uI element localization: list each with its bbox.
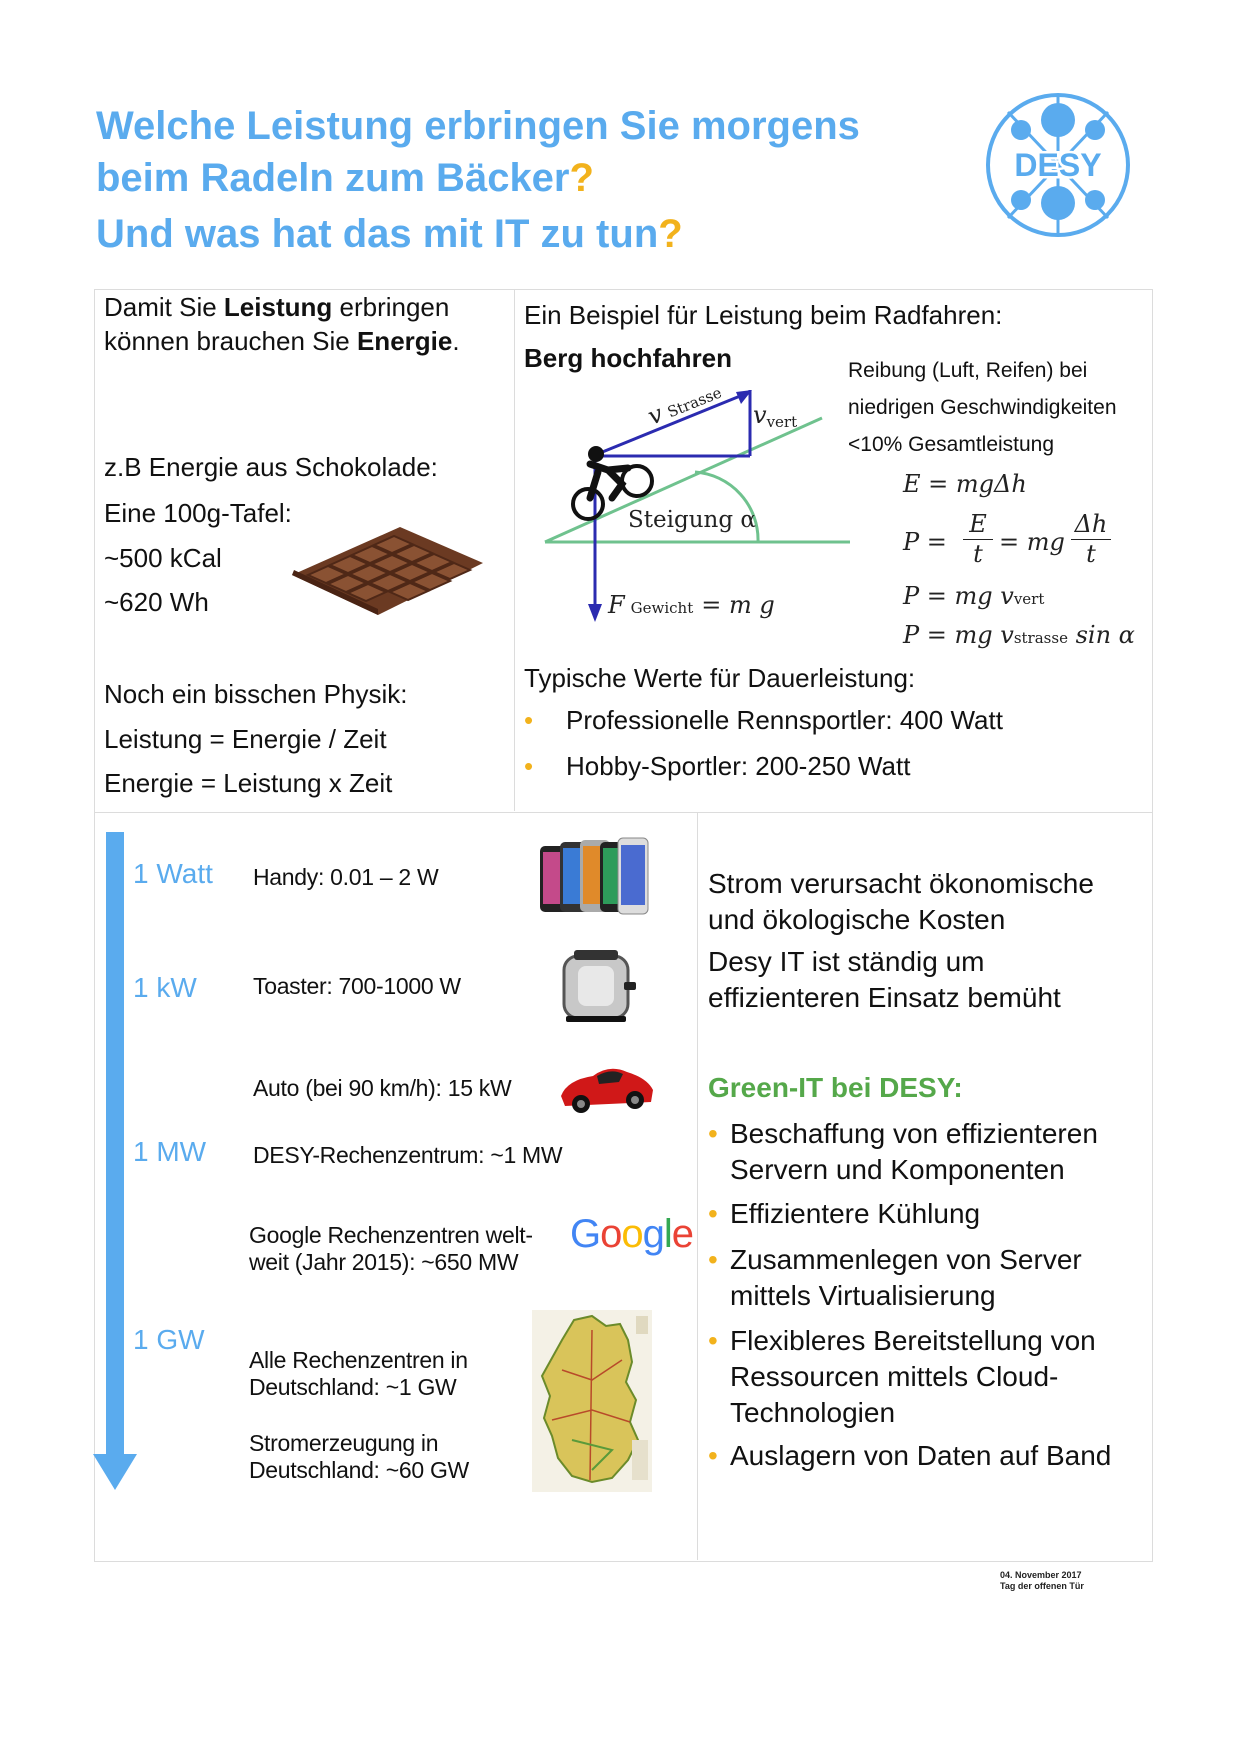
item-desy-rz: DESY-Rechenzentrum: ~1 MW [253,1142,563,1168]
scale-label-gw: 1 GW [133,1324,205,1355]
choc-line-1: Eine 100g-Tafel: [104,498,292,528]
germany-map-image [532,1310,652,1492]
physics-title: Noch ein bisschen Physik: [104,679,408,709]
formula-power-1: P = E t = mg Δh t [903,510,1123,570]
formula-power-strasse: P = mg vstrasse sin α [903,621,1135,649]
force-label: F Gewicht = m g [608,591,775,619]
item-auto: Auto (bei 90 km/h): 15 kW [253,1075,512,1101]
green-bullet-1: • Beschaffung von effizienteren Servern und Komponenten [708,1118,1098,1185]
steigung-label: Steigung α [628,507,756,533]
formula-energy: E = mgΔh [903,470,1027,498]
green-it-title: Green-IT bei DESY: [708,1072,963,1103]
footer [1000,1570,1148,1592]
typical-values-title: Typische Werte für Dauerleistung: [524,663,916,693]
physics-line-1: Leistung = Energie / Zeit [104,724,387,754]
choc-line-2: ~500 kCal [104,543,222,573]
footer-event: Tag der offenen Tür [1000,1581,1084,1591]
chocolate-bar-image [290,525,485,617]
car-image [557,1058,657,1118]
typical-bullet-1: • Professionelle Rennsportler: 400 Watt [524,705,1003,735]
strom-kosten-text: Strom verursacht ökonomische und ökologische Kosten [708,868,1094,935]
title-line-1: Welche Leistung erbringen Sie morgens [96,104,860,148]
item-google: Google Rechenzentren welt- weit (Jahr 2015): ~650 MW [249,1222,533,1275]
green-bullet-5: • Auslagern von Daten auf Band [708,1440,1112,1471]
logo-text: DESY [1014,147,1102,183]
toaster-image [558,942,640,1024]
green-bullet-3: • Zusammenlegen von Server mittels Virtualisierung [708,1244,1082,1311]
title-line-3: Und was hat das mit IT zu tun? [96,212,683,256]
title-line-2: beim Radeln zum Bäcker? [96,156,594,200]
example-title: Ein Beispiel für Leistung beim Radfahren: [524,300,1003,330]
item-stromerzeugung: Stromerzeugung in Deutschland: ~60 GW [249,1430,469,1483]
typical-bullet-2: • Hobby-Sportler: 200-250 Watt [524,751,911,781]
footer-date: 04. November 2017 [1000,1570,1082,1580]
item-handy: Handy: 0.01 – 2 W [253,864,439,890]
choc-line-3: ~620 Wh [104,587,209,617]
page-title [96,100,976,260]
green-bullet-2: • Effizientere Kühlung [708,1198,981,1229]
scale-label-watt: 1 Watt [133,858,213,889]
item-rz-deutschland: Alle Rechenzentren in Deutschland: ~1 GW [249,1347,468,1400]
scale-label-kw: 1 kW [133,972,197,1003]
green-bullet-4: • Flexibleres Bereitstellung von Ressourcen mittels Cloud- Technologien [708,1325,1096,1428]
smartphones-image [538,836,650,916]
physics-line-2: Energie = Leistung x Zeit [104,768,393,798]
intro-text: Damit Sie Leistung erbringen können brauchen Sie Energie. [104,292,460,356]
top-divider [514,289,515,811]
formula-power-vert: P = mg vvert [903,582,1045,610]
bottom-divider [697,812,698,1560]
scale-label-mw: 1 MW [133,1136,207,1167]
item-toaster: Toaster: 700-1000 W [253,973,461,999]
example-subtitle: Berg hochfahren [524,343,733,373]
v-vert-label: vvert [753,401,798,431]
desy-logo [983,90,1133,240]
incline-diagram [540,380,860,630]
choc-title: z.B Energie aus Schokolade: [104,452,438,482]
desy-it-text: Desy IT ist ständig um effizienteren Einsatz bemüht [708,946,1061,1013]
friction-note: Reibung (Luft, Reifen) bei niedrigen Geschwindigkeiten <10% Gesamtleistung [848,359,1117,456]
google-logo: Google [570,1212,694,1256]
v-strasse-label: vStrasse [643,383,725,431]
